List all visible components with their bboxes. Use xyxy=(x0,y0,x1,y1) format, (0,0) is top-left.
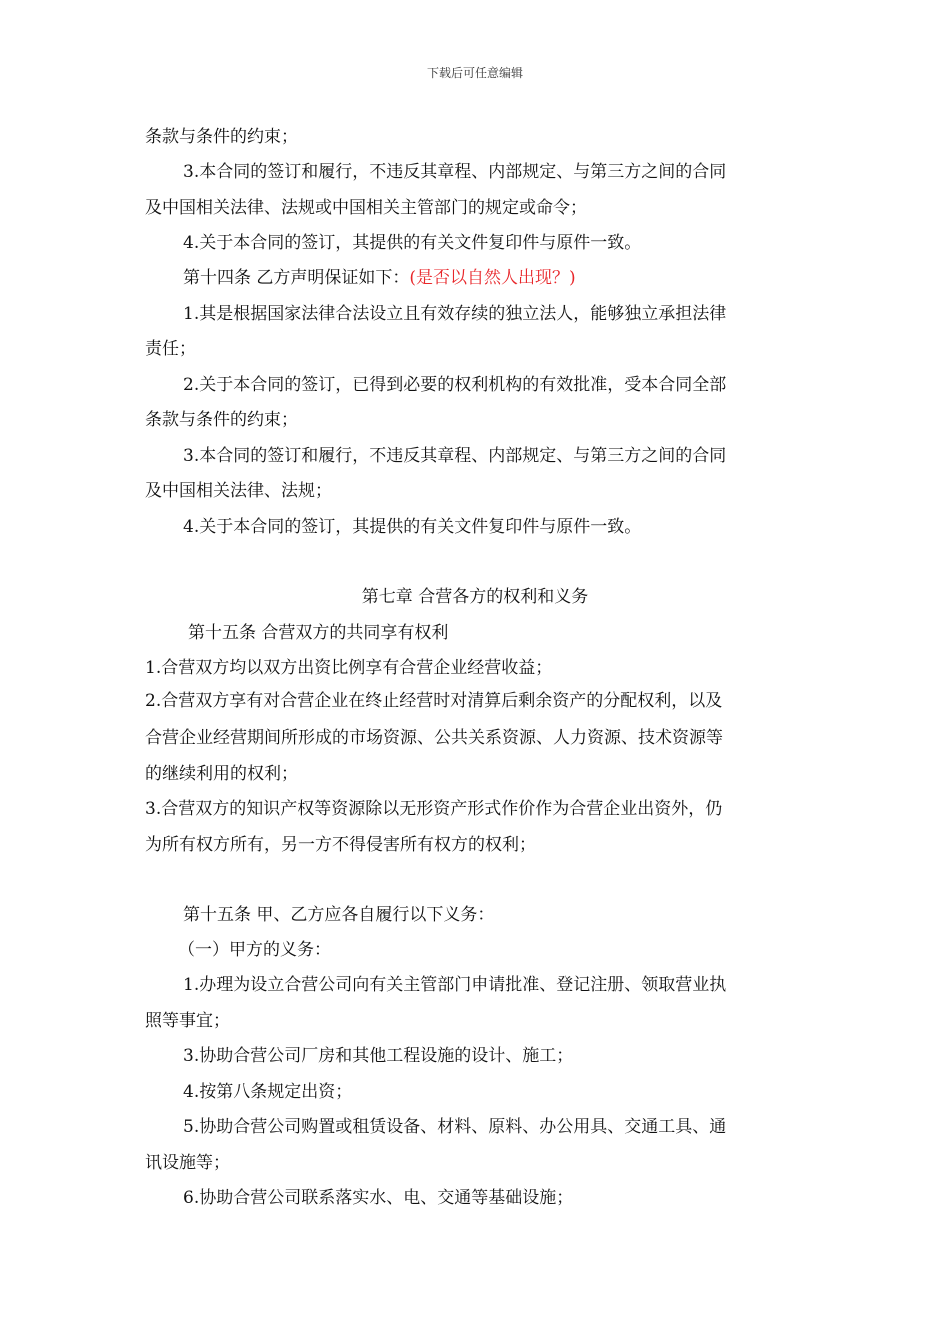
page-header: 下载后可任意编辑 xyxy=(426,66,523,80)
paragraph-line: 1.合营双方均以双方出资比例享有合营企业经营收益； xyxy=(145,658,553,678)
sub-heading: （一）甲方的义务： xyxy=(178,940,331,960)
chapter-title: 第七章 合营各方的权利和义务 xyxy=(361,587,589,607)
paragraph-line: 的继续利用的权利； xyxy=(145,764,298,784)
article-14-heading xyxy=(183,267,823,289)
paragraph-line: 为所有权方所有，另一方不得侵害所有权方的权利； xyxy=(145,835,536,855)
paragraph-line: 1.其是根据国家法律合法设立且有效存续的独立法人，能够独立承担法律 xyxy=(183,304,727,324)
paragraph-line: 6.协助合营公司联系落实水、电、交通等基础设施； xyxy=(183,1188,574,1208)
paragraph-line: 条款与条件的约束； xyxy=(145,127,298,147)
paragraph-line: 1.办理为设立合营公司向有关主管部门申请批准、登记注册、领取营业执 xyxy=(183,975,727,995)
paragraph-line: 5.协助合营公司购置或租赁设备、材料、原料、办公用具、交通工具、通 xyxy=(183,1117,727,1137)
paragraph-line: 照等事宜； xyxy=(145,1011,230,1031)
paragraph-line: 及中国相关法律、法规； xyxy=(145,481,332,501)
paragraph-line: 及中国相关法律、法规或中国相关主管部门的规定或命令； xyxy=(145,198,587,218)
article-14-title: 第十四条 乙方声明保证如下： xyxy=(183,268,410,288)
paragraph-line: 讯设施等； xyxy=(145,1153,230,1173)
paragraph-line: 条款与条件的约束； xyxy=(145,410,298,430)
paragraph-line: 3.合营双方的知识产权等资源除以无形资产形式作价作为合营企业出资外，仍 xyxy=(145,799,723,819)
paragraph-line: 2.关于本合同的签订，已得到必要的权利机构的有效批准，受本合同全部 xyxy=(183,375,727,395)
article-14-note: (是否以自然人出现？) xyxy=(409,268,576,288)
paragraph-line: 4.按第八条规定出资； xyxy=(183,1082,353,1102)
article-15b-title: 第十五条 甲、乙方应各自履行以下义务： xyxy=(183,905,495,925)
paragraph-line: 责任； xyxy=(145,339,196,359)
paragraph-line: 4.关于本合同的签订，其提供的有关文件复印件与原件一致。 xyxy=(183,517,642,537)
paragraph-line: 4.关于本合同的签订，其提供的有关文件复印件与原件一致。 xyxy=(183,233,642,253)
paragraph-line: 3.本合同的签订和履行，不违反其章程、内部规定、与第三方之间的合同 xyxy=(183,446,727,466)
article-15a-title: 第十五条 合营双方的共同享有权利 xyxy=(188,623,449,643)
paragraph-line: 3.本合同的签订和履行，不违反其章程、内部规定、与第三方之间的合同 xyxy=(183,162,727,182)
paragraph-line: 2.合营双方享有对合营企业在终止经营时对清算后剩余资产的分配权利，以及 xyxy=(145,691,723,711)
paragraph-line: 3.协助合营公司厂房和其他工程设施的设计、施工； xyxy=(183,1046,574,1066)
paragraph-line: 合营企业经营期间所形成的市场资源、公共关系资源、人力资源、技术资源等 xyxy=(145,728,723,748)
